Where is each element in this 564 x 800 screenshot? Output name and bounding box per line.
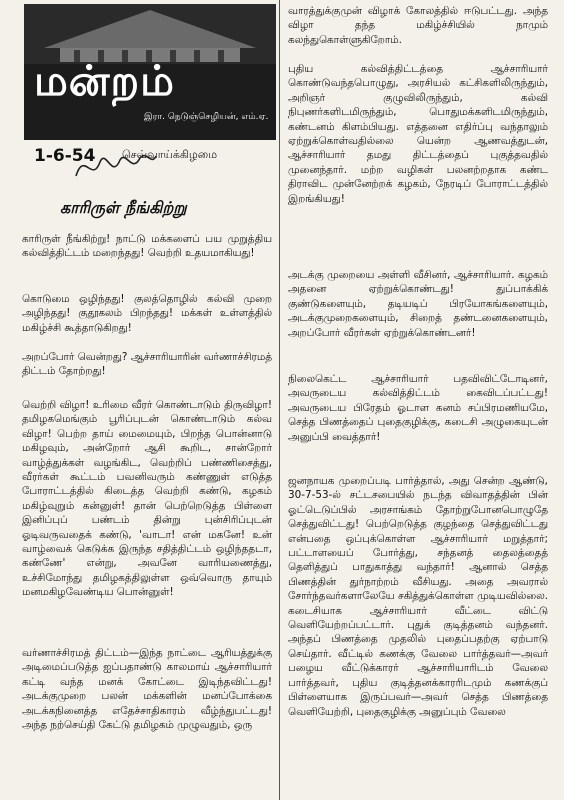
right-paragraph-1: வாரத்துக்குமுன் விழாக் கோலத்தில் ஈடுபட்டது. அந்த விழா தந்த மகிழ்ச்சியில் நாமும் கலந்துகொள்ளுகிறோம். (288, 5, 548, 46)
column-divider (279, 0, 280, 800)
headline: காரிருள் நீங்கிற்று (60, 198, 187, 217)
right-paragraph-4: நிலைகெட்ட ஆச்சாரியார் பதவிவிட்டோடினர், அவருடைய கல்வித்திட்டம் கைவிடப்பட்டது! அவருடைய பிரேதம் ஓடாள கனம் சப்பிரமணியமே, செத்த பிணத்தைப் புதைகுழிக்கு, கடைசி அழுகையுடன் அனுப்பி வைத்தார்! (288, 373, 548, 443)
left-paragraph-4: வெற்றி விழா! உரிமை வீரர் கொண்டாடும் திருவிழா! தமிழகமெங்கும் பூரிப்புடன் கொண்டாடும் கல்வ விழா! பெற்ற தாய் மைமையும், பிறந்த பொன்னாடு மகிழவும், அன்றோர் ஆசி கூறிட, சான்றோர் வாழ்த்துக்கள் வழங்கிட, வெற்றிப் பண்ணிசைத்து, வீரர்கள் கூட்டம் பவனிவரும் கண்ணுள் எடுத்த போராட்டத்தில் கிடைத்த வெற்றி கண்டு, கழகம் மகிழ்வுறும் கன்னுள்! தான் பெற்றெடுத்த பிள்ளை இனிப்புப் பண்டம் தின்று புன்சிரிப்புடன் ஓடிவருவதைக் கண்டு, 'வாடா! என் மகனே! உன் வாழ்வைக் கெடுக்க இருந்த சதித்திட்டம் ஒழிந்ததடா, கண்ணே' என்று, அவனே வாரியணைத்து, உச்சிமோந்து தமிழகத்திலுள்ள ஒவ்வொரு தாயும் மனமகிழவேண்டிய பொன்னுள்! (22, 399, 272, 599)
issue-day: செவ்வாய்க்கிழமை (122, 148, 218, 161)
right-paragraph-3: அடக்கு முறையை அள்ளி வீசினர், ஆச்சாரியார். கழகம் அதனை ஏற்றுக்கொண்டது! துப்பாக்கிக் குண்டுகளையும், தடியடிப் பிரயோகங்களையும், அடக்குமுறைகளையும், சிறைத் தண்டனைகளையும், அறப்போர் வீரர்கள் ஏற்றுக்கொண்டனர்! (288, 269, 548, 339)
masthead-editor: இரா. நெடுஞ்செழியன், எம்.ஏ. (144, 112, 269, 122)
issue-date: 1-6-54 (34, 146, 96, 166)
right-paragraph-2: புதிய கல்வித்திட்டத்தை ஆச்சாரியார் கொண்டுவந்தபொழுது, அரசியல் கட்சிகளிலிருந்தும், அறிஞர் குழுவிலிருந்தும், கல்வி நிபுணர்களிடமிருந்தும், பொதுமக்களிடமிருந்தும், கண்டனம் கிளம்பியது. எத்தனை எதிர்ப்பு வந்தாலும் ஏற்றுக்கொள்வதில்லை யென்ற ஆணவத்துடன், ஆச்சாரியார் தமது திட்டத்தைப் புகுத்தவதில் முனைந்தார். மற்ற வழிகள் பலனற்றதாக கண்ட திராவிட முன்னேற்றக் கழகம், நேரடிப் போராட்டத்தில் இறங்கியது! (288, 63, 548, 205)
left-paragraph-2: கொடுமை ஒழிந்தது! குலத்தொழில் கல்வி முறை அழிந்தது! குதூகலம் பிறந்தது! மக்கள் உள்ளத்தில் மகிழ்ச்சி கூத்தாடுகிறது! (22, 293, 272, 334)
right-paragraph-5: ஜனநாயக முறைப்படி பார்த்தால், அது சென்ற ஆண்டு, 30-7-53-ல் சட்டசபையில் நடந்த விவாதத்தின் பின் ஓட்டெடுப்பில் அரசாங்கம் தோற்றுபோனபொழுதே செத்துவிட்டது! பெற்றெடுத்த குழந்தை செத்துவிட்டது என்பதை ஒப்புக்கொள்ள ஆச்சாரியார் மறுத்தார்; பட்டாளயைப் போர்த்து, சந்தனத் தைலத்தைத் தெளித்துப் பாதுகாத்து வந்தார்! ஆனால் செத்த பிணத்தின் துர்நாற்றம் வீசியது. அதை அவரால் சோர்ந்தவர்களாலேயே சகித்துக்கொள்ள முடியவில்லை. கடைசியாக ஆச்சாரியார் வீட்டை விட்டு வெளியேற்றப்பட்டார். புதுக் குடித்தனம் வந்தனர். அந்தப் பிணத்தை முதலில் புதைப்பதற்கு ஏற்பாடு செய்தார். வீட்டில் கணக்கு வேலை பார்த்தவர்—அவர் பழைய வீட்டுக்காரர் ஆச்சாரியாரிடம் வேலை பார்த்தவர், புதிய குடித்தனக்காரரிடமும் கணக்குப் பிள்ளையாக இருப்பவர்—அவர் செத்த பிணத்தை வெளியேற்றி, புதைகுழிக்கு அனுப்பும் வேலை (288, 475, 548, 718)
masthead-title: மன்றம் (34, 56, 175, 105)
signature-icon (70, 140, 160, 190)
masthead (24, 4, 276, 140)
left-paragraph-5: வர்ணாச்சிரமத் திட்டம்—இந்த நாட்டை ஆரியத்துக்கு அடிமைப்படுத்த ஐப்பதாண்டு காலமாய் ஆச்சாரியார் கட்டி வந்த மனக் கோட்டை இடிந்தவிட்டது! அடக்குமுறை பலன் மக்களின் மனப்போக்கை அடக்கநினைத்த எதேச்சாதிகாரம் வீழ்ந்துபட்டது! அந்த நற்செய்தி கேட்டு தமிழகம் முழுவதும், ஒரு (22, 647, 272, 732)
left-paragraph-3: அறப்போர் வென்றது? ஆச்சாரியாரின் வர்ணாச்சிரமத் திட்டம் தோற்றது! (22, 351, 272, 378)
temple-icon (24, 4, 276, 64)
left-paragraph-1: காரிருள் நீங்கிற்று! நாட்டு மக்களைப் பய முறுத்திய கல்வித்திட்டம் மறைந்தது! வெற்றி உதயமாகியது! (22, 233, 272, 260)
